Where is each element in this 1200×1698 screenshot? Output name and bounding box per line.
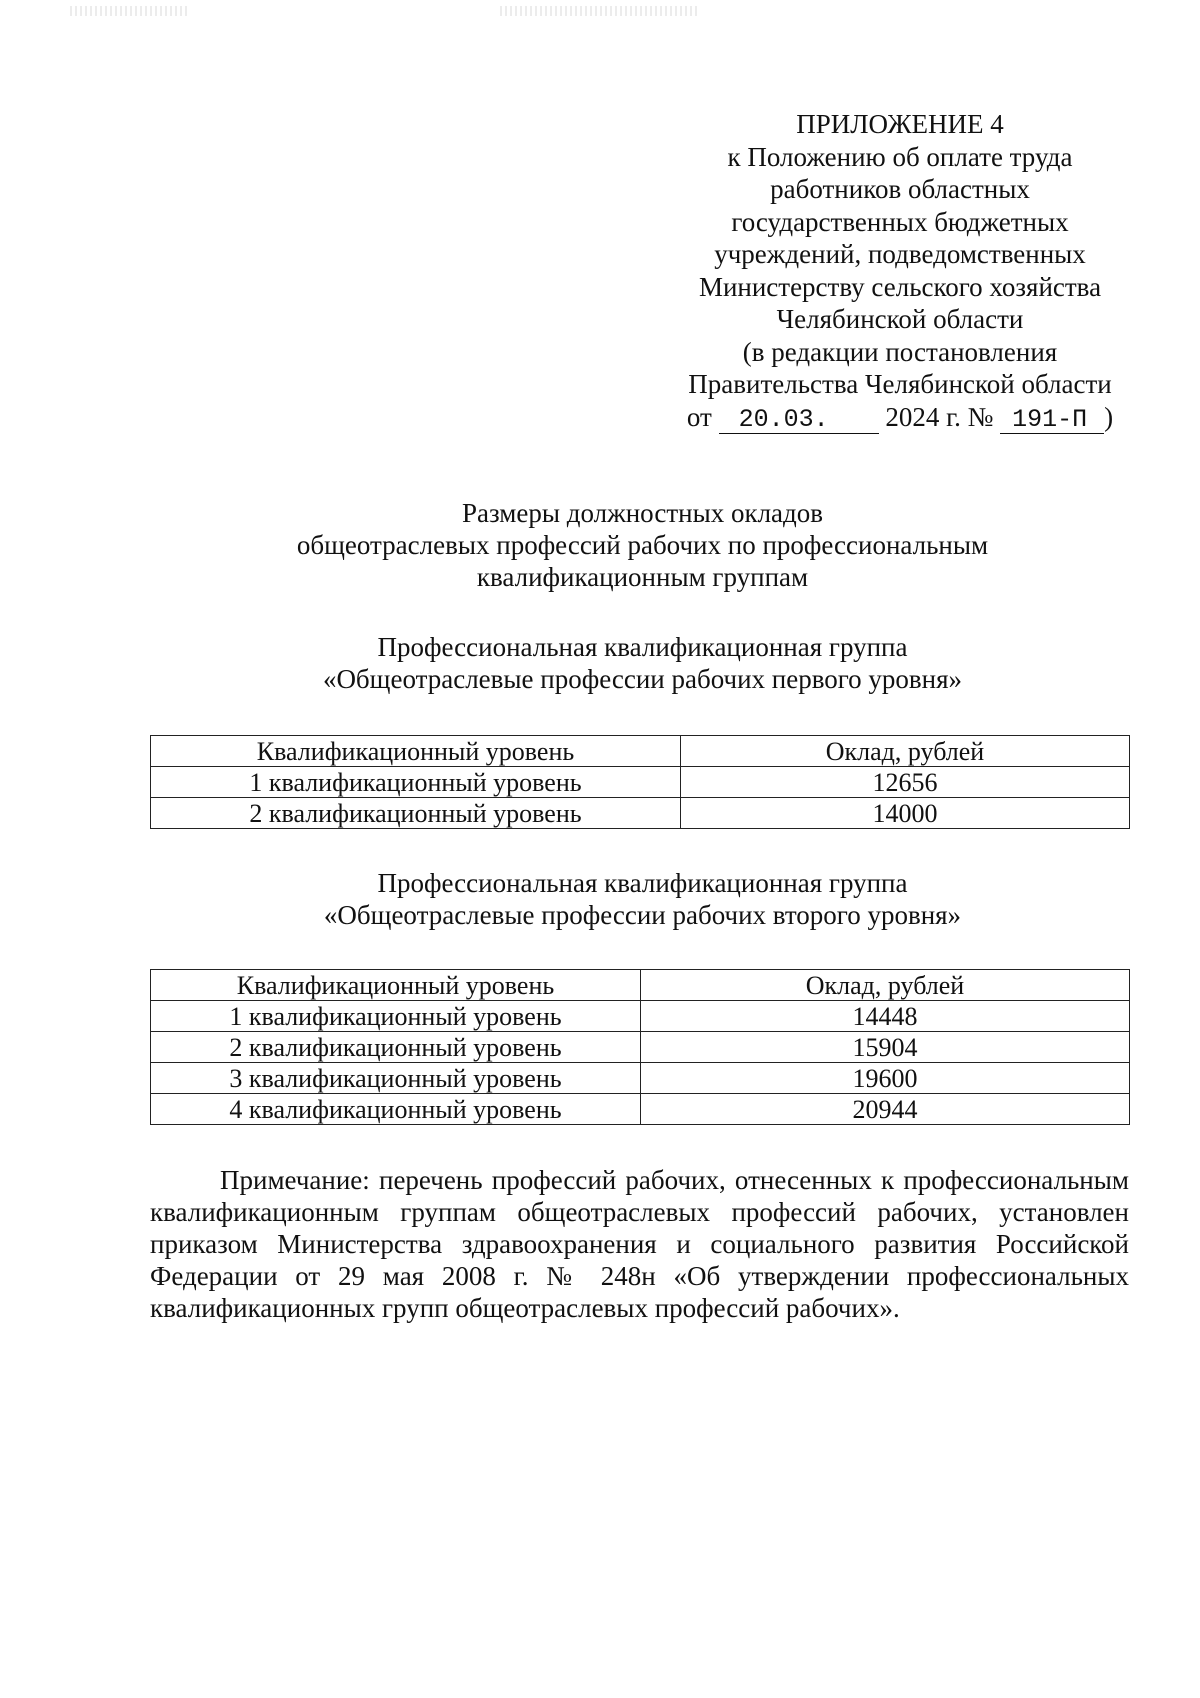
appendix-line: Правительства Челябинской области: [688, 369, 1112, 399]
cell-level: 2 квалификационный уровень: [151, 798, 681, 829]
appendix-line: учреждений, подведомственных: [714, 239, 1086, 269]
appendix-heading: ПРИЛОЖЕНИЕ 4: [796, 109, 1004, 139]
salary-table-level-2: [150, 969, 1130, 1125]
appendix-line: Челябинской области: [776, 304, 1024, 334]
cell-level: 3 квалификационный уровень: [151, 1063, 641, 1094]
group-1-title: [150, 631, 1135, 695]
cell-salary: 12656: [681, 767, 1130, 798]
decree-line: [640, 401, 1160, 434]
appendix-line: работников областных: [770, 174, 1030, 204]
title-line: Размеры должностных окладов: [461, 498, 824, 528]
appendix-line: государственных бюджетных: [731, 206, 1069, 237]
scan-artifact: [500, 6, 700, 16]
document-title: [150, 497, 1135, 593]
appendix-line: к Положению об оплате труда: [727, 141, 1073, 172]
title-line: общеотраслевых профессий рабочих по профессиональным: [296, 530, 989, 560]
cell-level: 4 квалификационный уровень: [151, 1094, 641, 1125]
table-row: [151, 1063, 1130, 1094]
group-title-line: Профессиональная квалификационная группа: [377, 868, 908, 898]
table-row: [151, 1001, 1130, 1032]
table-row: [151, 798, 1130, 829]
header-cell-salary: Оклад, рублей: [681, 736, 1130, 767]
decree-date: 20.03.: [719, 407, 879, 434]
header-cell-level: Квалификационный уровень: [151, 970, 641, 1001]
appendix-line: Министерству сельского хозяйства: [698, 271, 1102, 302]
cell-level: 1 квалификационный уровень: [151, 1001, 641, 1032]
note-paragraph: Примечание: перечень профессий рабочих, отнесенных к профессиональным квалификационным группам общеотраслевых профессий рабочих, установлен приказом Министерства здравоохранения и социального развития Российской Федерации от 29 мая 2008 г. № 248н «Об утверждении профессиональных квалификационных групп общеотраслевых профессий рабочих».: [150, 1165, 1129, 1323]
decree-number: 191-П: [1000, 407, 1104, 434]
group-title-line: «Общеотраслевые профессии рабочих второго уровня»: [323, 900, 962, 930]
appendix-line: (в редакции постановления: [742, 336, 1058, 367]
group-title-line: «Общеотраслевые профессии рабочих первого уровня»: [322, 664, 963, 694]
cell-level: 1 квалификационный уровень: [151, 767, 681, 798]
salary-table-level-1: [150, 735, 1130, 829]
cell-salary: 15904: [641, 1032, 1130, 1063]
table-row: [151, 1094, 1130, 1125]
header-cell-salary: Оклад, рублей: [641, 970, 1130, 1001]
decree-prefix: от: [686, 401, 712, 432]
cell-level: 2 квалификационный уровень: [151, 1032, 641, 1063]
header-cell-level: Квалификационный уровень: [151, 736, 681, 767]
title-line: квалификационным группам: [476, 562, 809, 592]
cell-salary: 20944: [641, 1094, 1130, 1125]
table-header-row: [151, 736, 1130, 767]
group-title-line: Профессиональная квалификационная группа: [377, 632, 908, 662]
table-header-row: [151, 970, 1130, 1001]
table-row: [151, 1032, 1130, 1063]
table-row: [151, 767, 1130, 798]
appendix-header: [640, 108, 1160, 434]
cell-salary: 19600: [641, 1063, 1130, 1094]
decree-suffix: ): [1104, 401, 1114, 432]
group-2-title: [150, 867, 1135, 931]
decree-year: 2024 г. №: [885, 401, 994, 432]
scan-artifact: [70, 6, 190, 16]
cell-salary: 14448: [641, 1001, 1130, 1032]
cell-salary: 14000: [681, 798, 1130, 829]
